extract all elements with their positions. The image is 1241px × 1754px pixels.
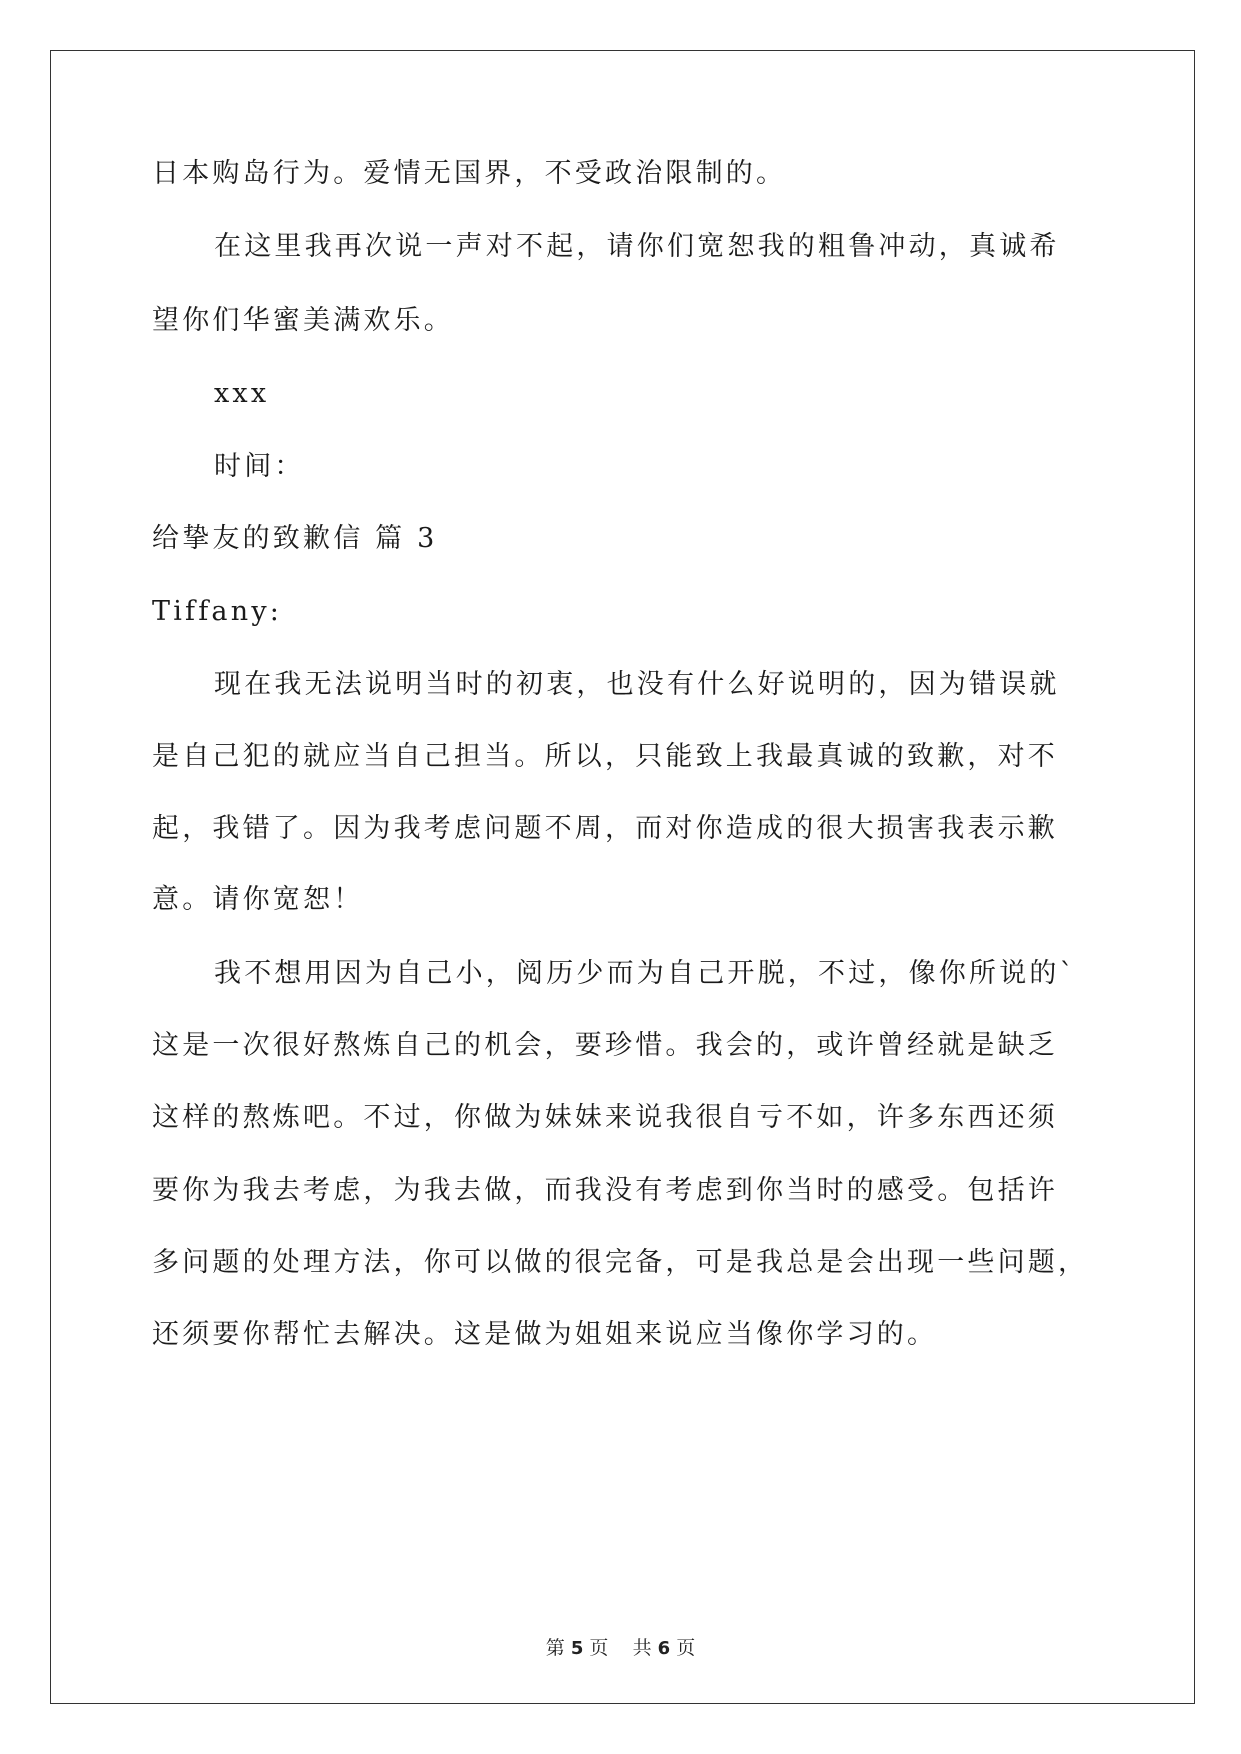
- text-line: 还须要你帮忙去解决。这是做为姐姐来说应当像你学习的。: [152, 1319, 938, 1350]
- total-unit: 页: [676, 1637, 696, 1659]
- text-line: 我不想用因为自己小，阅历少而为自己开脱，不过，像你所说的`: [214, 958, 1077, 989]
- page-unit: 页: [589, 1637, 609, 1659]
- total-prefix: 共: [632, 1637, 652, 1659]
- section-heading: 给挚友的致歉信 篇 3: [152, 523, 438, 554]
- page-prefix: 第: [545, 1637, 565, 1659]
- text-line: 现在我无法说明当时的初衷，也没有什么好说明的，因为错误就: [214, 669, 1060, 700]
- page-total: 6: [657, 1638, 671, 1659]
- text-line: 多问题的处理方法，你可以做的很完备，可是我总是会出现一些问题，: [152, 1247, 1089, 1278]
- text-line: 这是一次很好熬炼自己的机会，要珍惜。我会的，或许曾经就是缺乏: [152, 1030, 1058, 1061]
- salutation: Tiffany:: [152, 596, 283, 627]
- text-line: 是自己犯的就应当自己担当。所以，只能致上我最真诚的致歉，对不: [152, 741, 1058, 772]
- text-line: 要你为我去考虑，为我去做，而我没有考虑到你当时的感受。包括许: [152, 1175, 1058, 1206]
- text-line: 在这里我再次说一声对不起，请你们宽恕我的粗鲁冲动，真诚希: [214, 231, 1060, 262]
- text-line: 望你们华蜜美满欢乐。: [152, 305, 454, 336]
- text-line: 这样的熬炼吧。不过，你做为妹妹来说我很自亏不如，许多东西还须: [152, 1102, 1058, 1133]
- signature-name: xxx: [214, 378, 270, 409]
- text-line: 起，我错了。因为我考虑问题不周，而对你造成的很大损害我表示歉: [152, 813, 1058, 844]
- text-line: 日本购岛行为。爱情无国界，不受政治限制的。: [152, 158, 787, 189]
- page-border: [50, 50, 1195, 1704]
- page-footer: [0, 1633, 1241, 1660]
- text-line: 意。请你宽恕！: [152, 884, 364, 915]
- page-current: 5: [570, 1638, 584, 1659]
- date-label: 时间：: [214, 451, 305, 482]
